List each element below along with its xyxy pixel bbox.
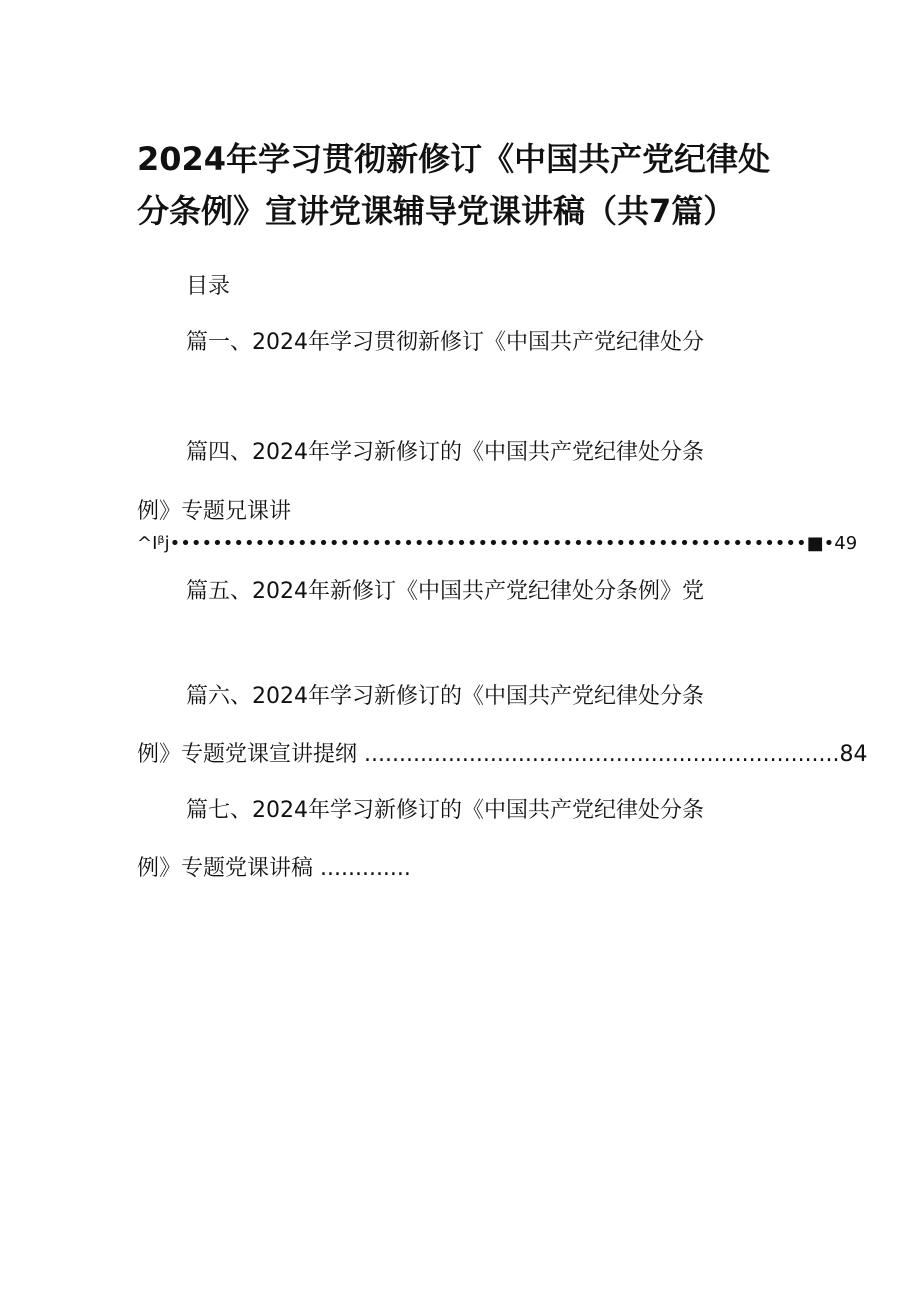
- toc-entry-7-continued: 例》专题党课讲稿 .............: [137, 856, 411, 881]
- toc-heading: 目录: [186, 274, 231, 299]
- toc-entry-4: 篇四、2024年学习新修订的《中国共产党纪律处分条: [186, 440, 704, 465]
- toc-entry-6: 篇六、2024年学习新修订的《中国共产党纪律处分条: [186, 684, 704, 709]
- toc-entry-4-leader: ^Iᵝj••••••••••••••••••••••••••••••••••••••••••••••••••••••••••••■•49: [137, 533, 858, 554]
- toc-entry-5: 篇五、2024年新修订《中国共产党纪律处分条例》党: [186, 579, 704, 604]
- toc-entry-6-continued: 例》专题党课宣讲提纲 ....................................................................84: [137, 742, 868, 767]
- toc-entry-4-continued: 例》专题兄课讲: [137, 499, 292, 524]
- document-title: 2024年学习贯彻新修订《中国共产党纪律处分条例》宣讲党课辅导党课讲稿（共7篇）: [137, 140, 771, 230]
- toc-entry-1: 篇一、2024年学习贯彻新修订《中国共产党纪律处分: [186, 330, 704, 355]
- toc-entry-7: 篇七、2024年学习新修订的《中国共产党纪律处分条: [186, 798, 704, 823]
